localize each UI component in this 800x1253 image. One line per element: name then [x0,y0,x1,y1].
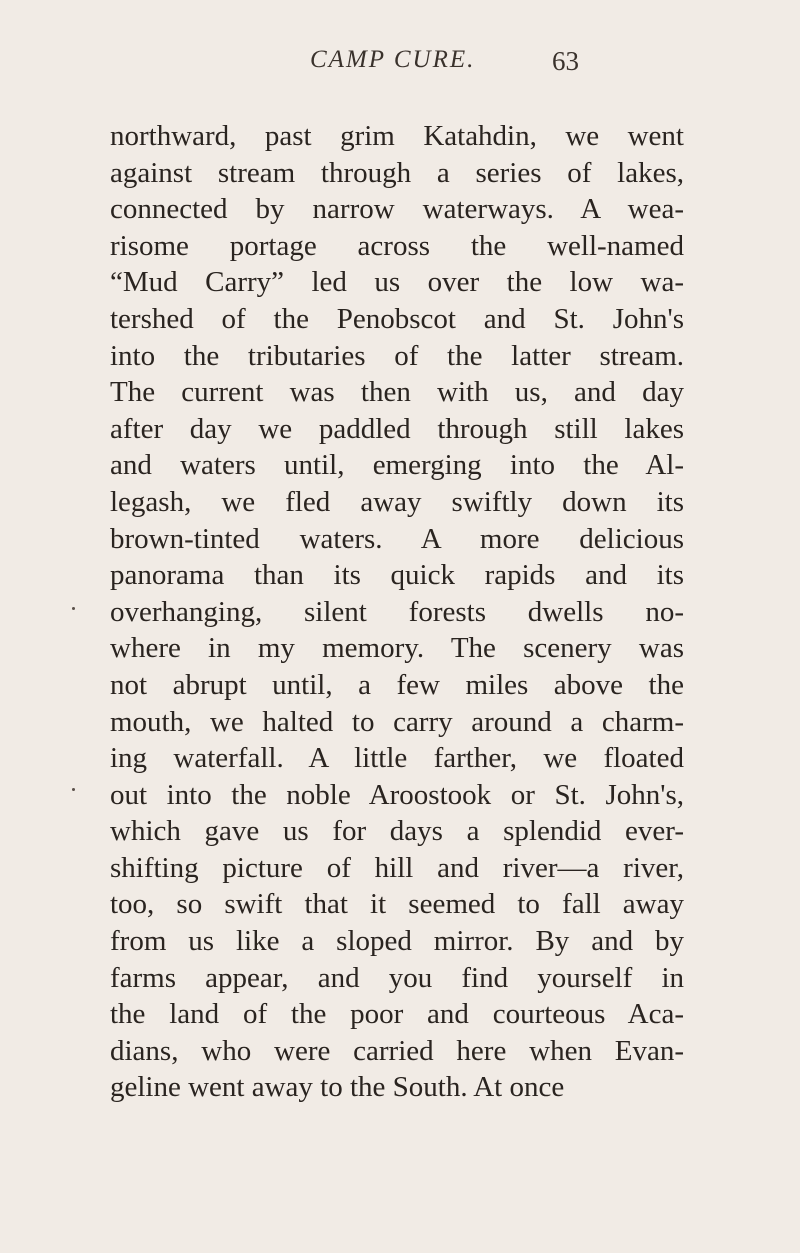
text-line: northward, past grim Katahdin, we went [110,120,684,152]
running-head-title: CAMP CURE. [310,46,476,73]
body-text [110,118,684,1106]
text-line: where in my memory. The scenery was [110,632,684,665]
text-line: panorama than its quick rapids and its [110,559,684,592]
text-line: brown-tinted waters. A more delicious [110,522,684,555]
text-line: into the tributaries of the latter stream. [110,339,684,372]
text-line: farms appear, and you find yourself in [110,961,684,994]
text-line: mouth, we halted to carry around a charm- [110,705,684,738]
text-line: from us like a sloped mirror. By and by [110,925,684,958]
running-head [0,46,800,86]
text-line: which gave us for days a splendid ever- [110,815,684,848]
text-line: risome portage across the well-named [110,229,684,262]
text-line: the land of the poor and courteous Aca- [110,998,684,1031]
text-line: and waters until, emerging into the Al- [110,449,684,482]
text-line: ing waterfall. A little farther, we floated [110,742,684,775]
text-line: too, so swift that it seemed to fall away [110,888,684,921]
text-line: not abrupt until, a few miles above the [110,668,684,701]
text-line: legash, we fled away swiftly down its [110,485,684,518]
text-line: connected by narrow waterways. A wea- [110,193,684,226]
text-line: dians, who were carried here when Evan- [110,1034,684,1067]
text-line: “Mud Carry” led us over the low wa- [110,266,684,299]
margin-mark [72,788,75,791]
text-line: shifting picture of hill and river—a river, [110,851,684,884]
text-line: tershed of the Penobscot and St. John's [110,302,684,335]
text-line: The current was then with us, and day [110,376,684,409]
text-line: overhanging, silent forests dwells no- [110,595,684,628]
page-number: 63 [552,46,579,76]
text-line: out into the noble Aroostook or St. John's, [110,778,684,811]
text-line: geline went away to the South. At once [110,1071,565,1104]
text-line: against stream through a series of lakes, [110,156,684,189]
text-line: after day we paddled through still lakes [110,412,684,445]
margin-mark [72,607,75,610]
